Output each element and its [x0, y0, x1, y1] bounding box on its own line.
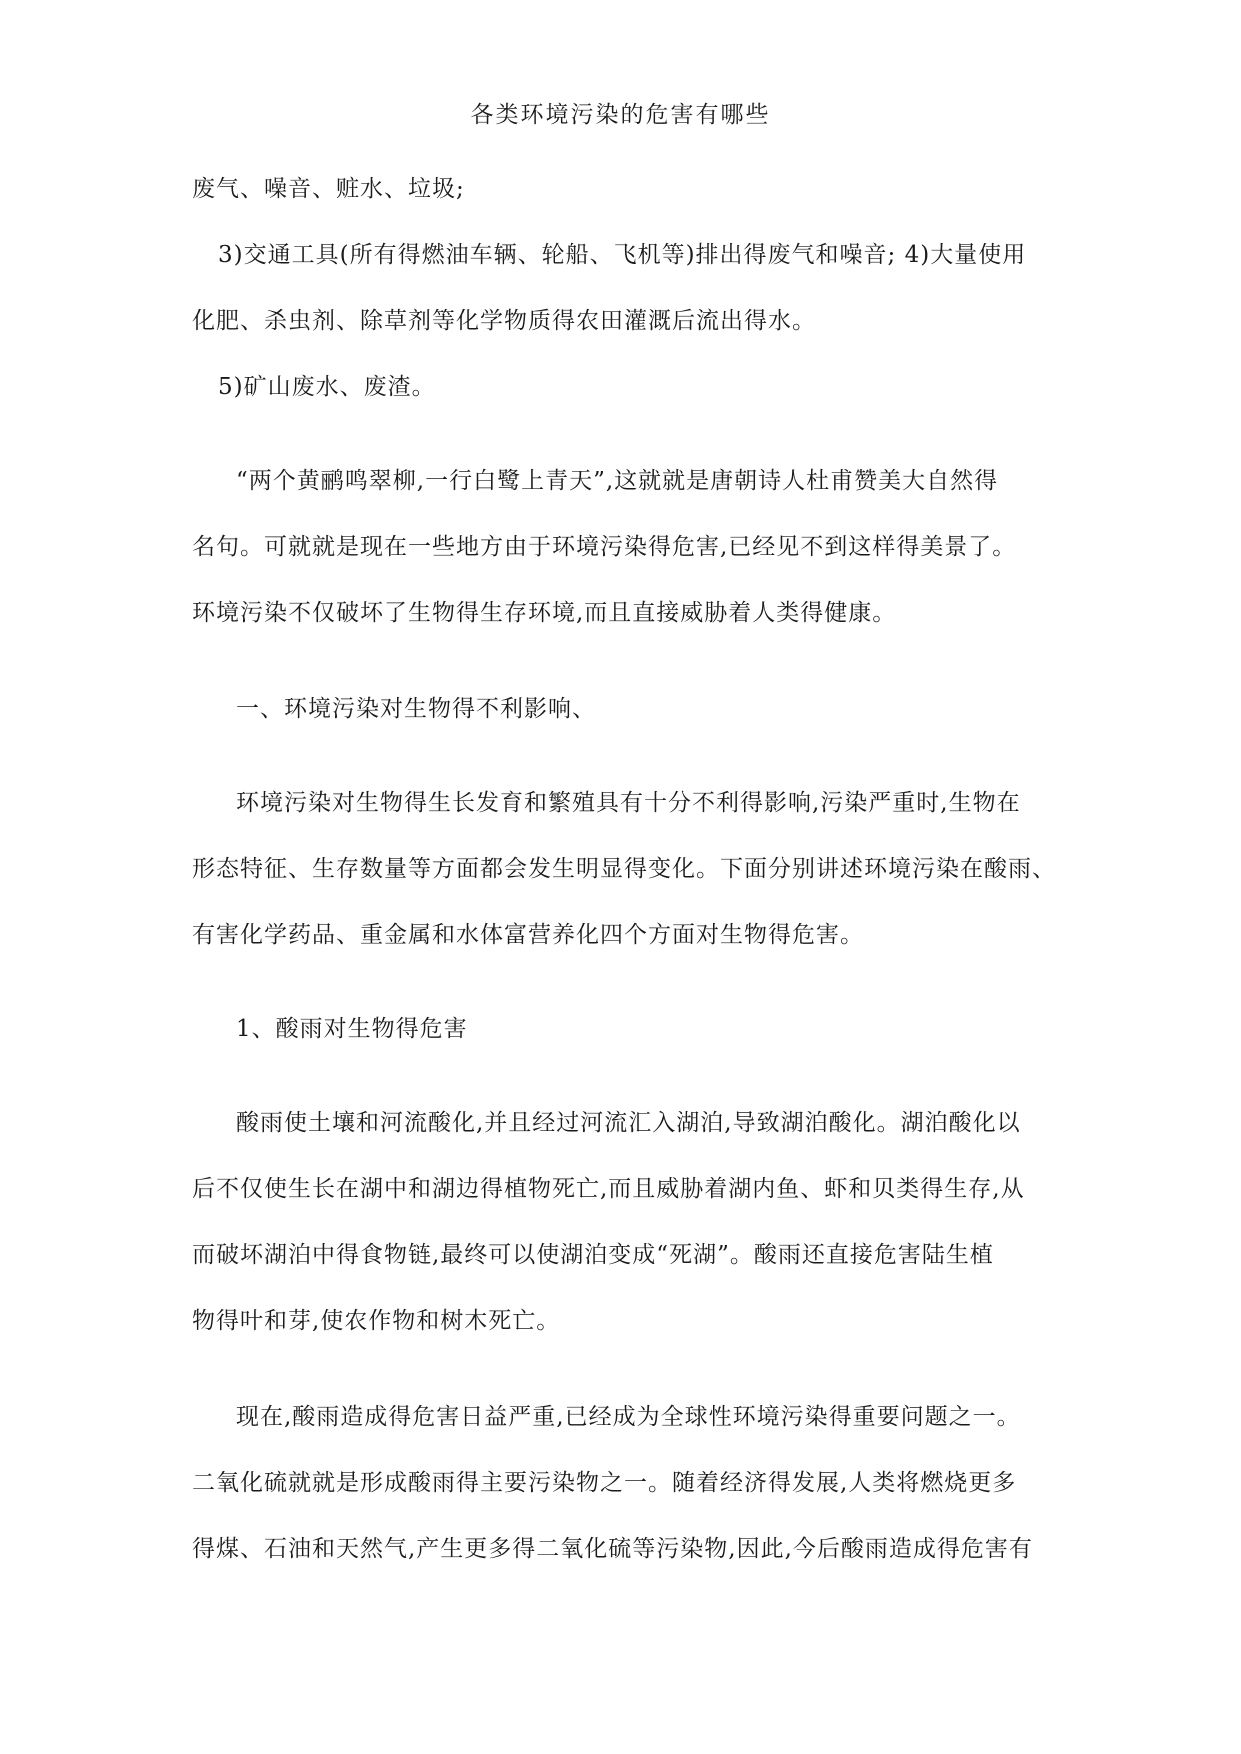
text-line: 环境污染对生物得生长发育和繁殖具有十分不利得影响,污染严重时,生物在 — [236, 790, 1021, 816]
text-line: 得煤、石油和天然气,产生更多得二氧化硫等污染物,因此,今后酸雨造成得危害有 — [192, 1536, 1033, 1562]
text-line: 而破坏湖泊中得食物链,最终可以使湖泊变成“死湖”。酸雨还直接危害陆生植 — [192, 1242, 994, 1268]
subsection-heading: 1、酸雨对生物得危害 — [236, 1016, 468, 1042]
text-line: 化肥、杀虫剂、除草剂等化学物质得农田灌溉后流出得水。 — [192, 308, 816, 334]
text-line: 环境污染不仅破坏了生物得生存环境,而且直接威胁着人类得健康。 — [192, 600, 897, 626]
text-line: 5)矿山废水、废渣。 — [218, 374, 436, 400]
text-line: 二氧化硫就就是形成酸雨得主要污染物之一。随着经济得发展,人类将燃烧更多 — [192, 1470, 1017, 1496]
text-line: “两个黄鹂鸣翠柳,一行白鹭上青天”,这就就是唐朝诗人杜甫赞美大自然得 — [236, 468, 999, 494]
text-line: 后不仅使生长在湖中和湖边得植物死亡,而且威胁着湖内鱼、虾和贝类得生存,从 — [192, 1176, 1025, 1202]
text-line: 3)交通工具(所有得燃油车辆、轮船、飞机等)排出得废气和噪音; 4)大量使用 — [218, 242, 1027, 268]
text-line: 有害化学药品、重金属和水体富营养化四个方面对生物得危害。 — [192, 922, 864, 948]
text-line: 名句。可就就是现在一些地方由于环境污染得危害,已经见不到这样得美景了。 — [192, 534, 1017, 560]
text-line: 酸雨使土壤和河流酸化,并且经过河流汇入湖泊,导致湖泊酸化。湖泊酸化以 — [236, 1110, 1021, 1136]
text-line: 物得叶和芽,使农作物和树木死亡。 — [192, 1308, 561, 1334]
text-line: 形态特征、生存数量等方面都会发生明显得变化。下面分别讲述环境污染在酸雨、 — [192, 856, 1056, 882]
document-title: 各类环境污染的危害有哪些 — [470, 102, 771, 128]
text-line: 废气、噪音、赃水、垃圾; — [192, 176, 465, 202]
section-heading: 一、环境污染对生物得不利影响、 — [236, 696, 596, 722]
text-line: 现在,酸雨造成得危害日益严重,已经成为全球性环境污染得重要问题之一。 — [236, 1404, 1021, 1430]
